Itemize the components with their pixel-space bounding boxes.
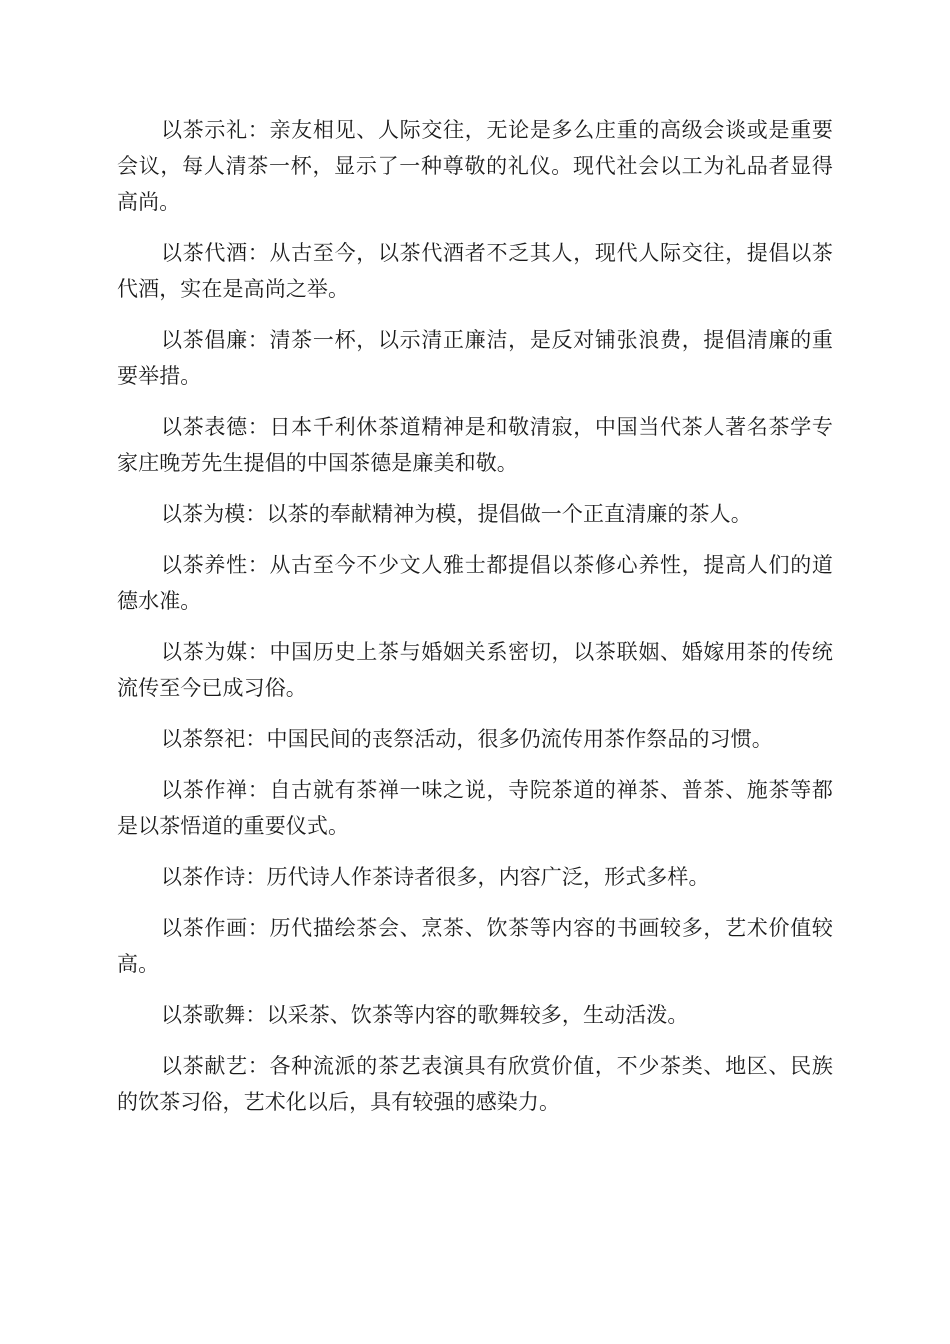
paragraph-tea-virtue: 以茶表德：日本千利休茶道精神是和敬清寂，中国当代茶人著名茶学专家庄晚芳先生提倡的中国茶德是廉美和敬。 bbox=[117, 415, 833, 475]
paragraph-tea-poetry: 以茶作诗：历代诗人作茶诗者很多，内容广泛，形式多样。 bbox=[161, 865, 710, 889]
paragraph-tea-cultivation: 以茶养性：从古至今不少文人雅士都提倡以茶修心养性，提高人们的道德水准。 bbox=[117, 553, 833, 613]
paragraph-tea-marriage: 以茶为媒：中国历史上茶与婚姻关系密切，以茶联姻、婚嫁用茶的传统流传至今已成习俗。 bbox=[117, 640, 833, 700]
paragraph-tea-painting: 以茶作画：历代描绘茶会、烹茶、饮茶等内容的书画较多，艺术价值较高。 bbox=[117, 916, 833, 976]
paragraph-tea-art: 以茶献艺：各种流派的茶艺表演具有欣赏价值，不少茶类、地区、民族的饮茶习俗，艺术化以后，具有较强的感染力。 bbox=[117, 1054, 833, 1114]
paragraph-tea-zen: 以茶作禅：自古就有茶禅一味之说，寺院茶道的禅茶、普茶、施茶等都是以茶悟道的重要仪式。 bbox=[117, 778, 833, 838]
paragraph-tea-instead-of-wine: 以茶代酒：从古至今，以茶代酒者不乏其人，现代人际交往，提倡以茶代酒，实在是高尚之举。 bbox=[117, 241, 833, 301]
paragraph-tea-etiquette: 以茶示礼：亲友相见、人际交往，无论是多么庄重的高级会谈或是重要会议，每人清茶一杯，显示了一种尊敬的礼仪。现代社会以工为礼品者显得高尚。 bbox=[117, 118, 833, 214]
document-body bbox=[117, 112, 833, 1135]
paragraph-tea-integrity: 以茶倡廉：清茶一杯，以示清正廉洁，是反对铺张浪费，提倡清廉的重要举措。 bbox=[117, 328, 833, 388]
paragraph-tea-sacrifice: 以茶祭祀：中国民间的丧祭活动，很多仍流传用茶作祭品的习惯。 bbox=[161, 727, 773, 751]
paragraph-tea-model: 以茶为模：以茶的奉献精神为模，提倡做一个正直清廉的茶人。 bbox=[161, 502, 752, 526]
paragraph-tea-song-dance: 以茶歌舞：以采茶、饮茶等内容的歌舞较多，生动活泼。 bbox=[161, 1003, 689, 1027]
